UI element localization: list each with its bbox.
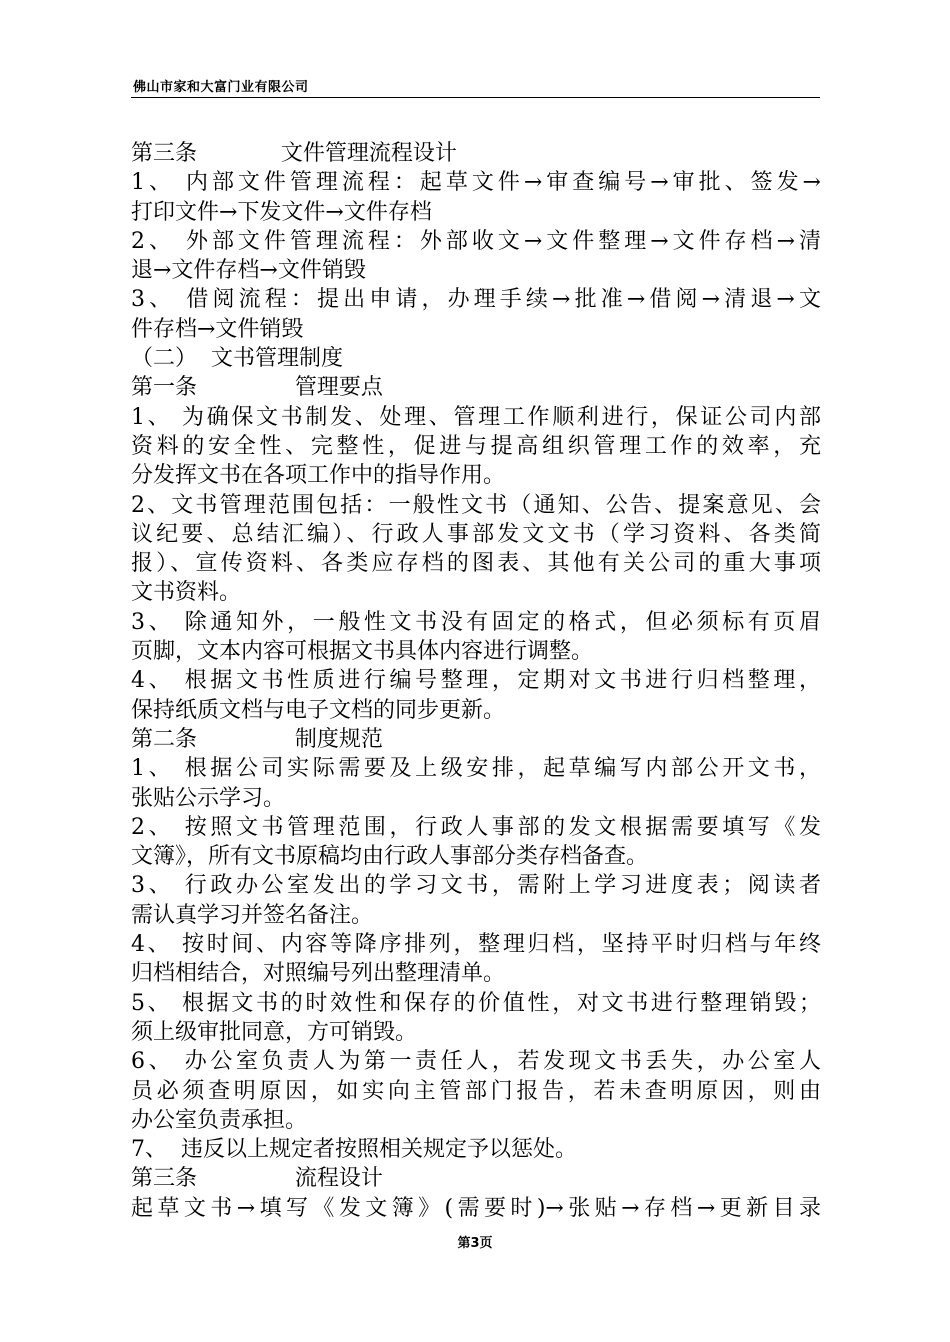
- text-line: 需认真学习并签名备注。: [131, 902, 374, 928]
- text-line: 张贴公示学习。: [131, 785, 286, 811]
- text-line: 2、 按照文书管理范围，行政人事部的发文根据需要填写《发: [131, 814, 821, 840]
- text-line: 须上级审批同意，方可销毁。: [131, 1019, 418, 1045]
- text-line: 退→文件存档→文件销毁: [131, 258, 366, 284]
- text-line: 1、 内部文件管理流程：起草文件→审查编号→审批、签发→: [131, 170, 821, 196]
- header-company-name: 佛山市家和大富门业有限公司: [133, 80, 309, 95]
- text-line: 3、 除通知外，一般性文书没有固定的格式，但必须标有页眉: [131, 609, 821, 635]
- text-line: 文书资料。: [131, 580, 242, 606]
- text-line: 议纪要、总结汇编）、行政人事部发文文书（学习资料、各类简: [131, 521, 821, 547]
- text-line: 页脚，文本内容可根据文书具体内容进行调整。: [131, 639, 594, 665]
- text-line: 文簿》，所有文书原稿均由行政人事部分类存档备查。: [131, 844, 649, 870]
- text-line: 4、 根据文书性质进行编号整理，定期对文书进行归档整理，: [131, 668, 821, 694]
- text-line: 3、 借阅流程：提出申请，办理手续→批准→借阅→清退→文: [131, 287, 821, 313]
- text-line: 1、 根据公司实际需要及上级安排，起草编写内部公开文书，: [131, 756, 821, 782]
- text-line: 4、 按时间、内容等降序排列，整理归档，坚持平时归档与年终: [131, 932, 821, 958]
- text-line: 2、文书管理范围包括：一般性文书（通知、公告、提案意见、会: [131, 492, 821, 518]
- text-line: 第二条 制度规范: [131, 726, 383, 752]
- text-line: 保持纸质文档与电子文档的同步更新。: [131, 697, 506, 723]
- document-body: [131, 139, 821, 1223]
- text-line: 6、 办公室负责人为第一责任人，若发现文书丢失，办公室人: [131, 1049, 821, 1075]
- text-line: 2、 外部文件管理流程：外部收文→文件整理→文件存档→清: [131, 228, 821, 254]
- text-line: 报）、宣传资料、各类应存档的图表、其他有关公司的重大事项: [131, 551, 821, 577]
- text-line: 起草文书→填写《发文簿》(需要时)→张贴→存档→更新目录: [131, 1195, 821, 1221]
- page-number: 第3页: [457, 1236, 493, 1251]
- text-line: 办公室负责承担。: [131, 1107, 308, 1133]
- text-line: 7、 违反以上规定者按照相关规定予以惩处。: [131, 1137, 577, 1163]
- text-line: 第三条 文件管理流程设计: [131, 141, 457, 166]
- header-divider: [131, 97, 820, 98]
- text-line: 员必须查明原因，如实向主管部门报告，若未查明原因，则由: [131, 1078, 821, 1104]
- text-line: 资料的安全性、完整性，促进与提高组织管理工作的效率，充: [131, 433, 821, 459]
- text-line: 5、 根据文书的时效性和保存的价值性，对文书进行整理销毁；: [131, 990, 821, 1016]
- text-line: 分发挥文书在各项工作中的指导作用。: [131, 463, 506, 489]
- text-line: 打印文件→下发文件→文件存档: [131, 199, 432, 225]
- text-line: 归档相结合，对照编号列出整理清单。: [131, 961, 506, 987]
- text-line: 件存档→文件销毁: [131, 316, 304, 342]
- text-line: 3、 行政办公室发出的学习文书，需附上学习进度表；阅读者: [131, 873, 821, 899]
- text-line: 第一条 管理要点: [131, 375, 383, 401]
- text-line: 第三条 流程设计: [131, 1166, 383, 1192]
- text-line: 1、 为确保文书制发、处理、管理工作顺利进行，保证公司内部: [131, 404, 821, 430]
- text-line: （二） 文书管理制度: [131, 346, 343, 372]
